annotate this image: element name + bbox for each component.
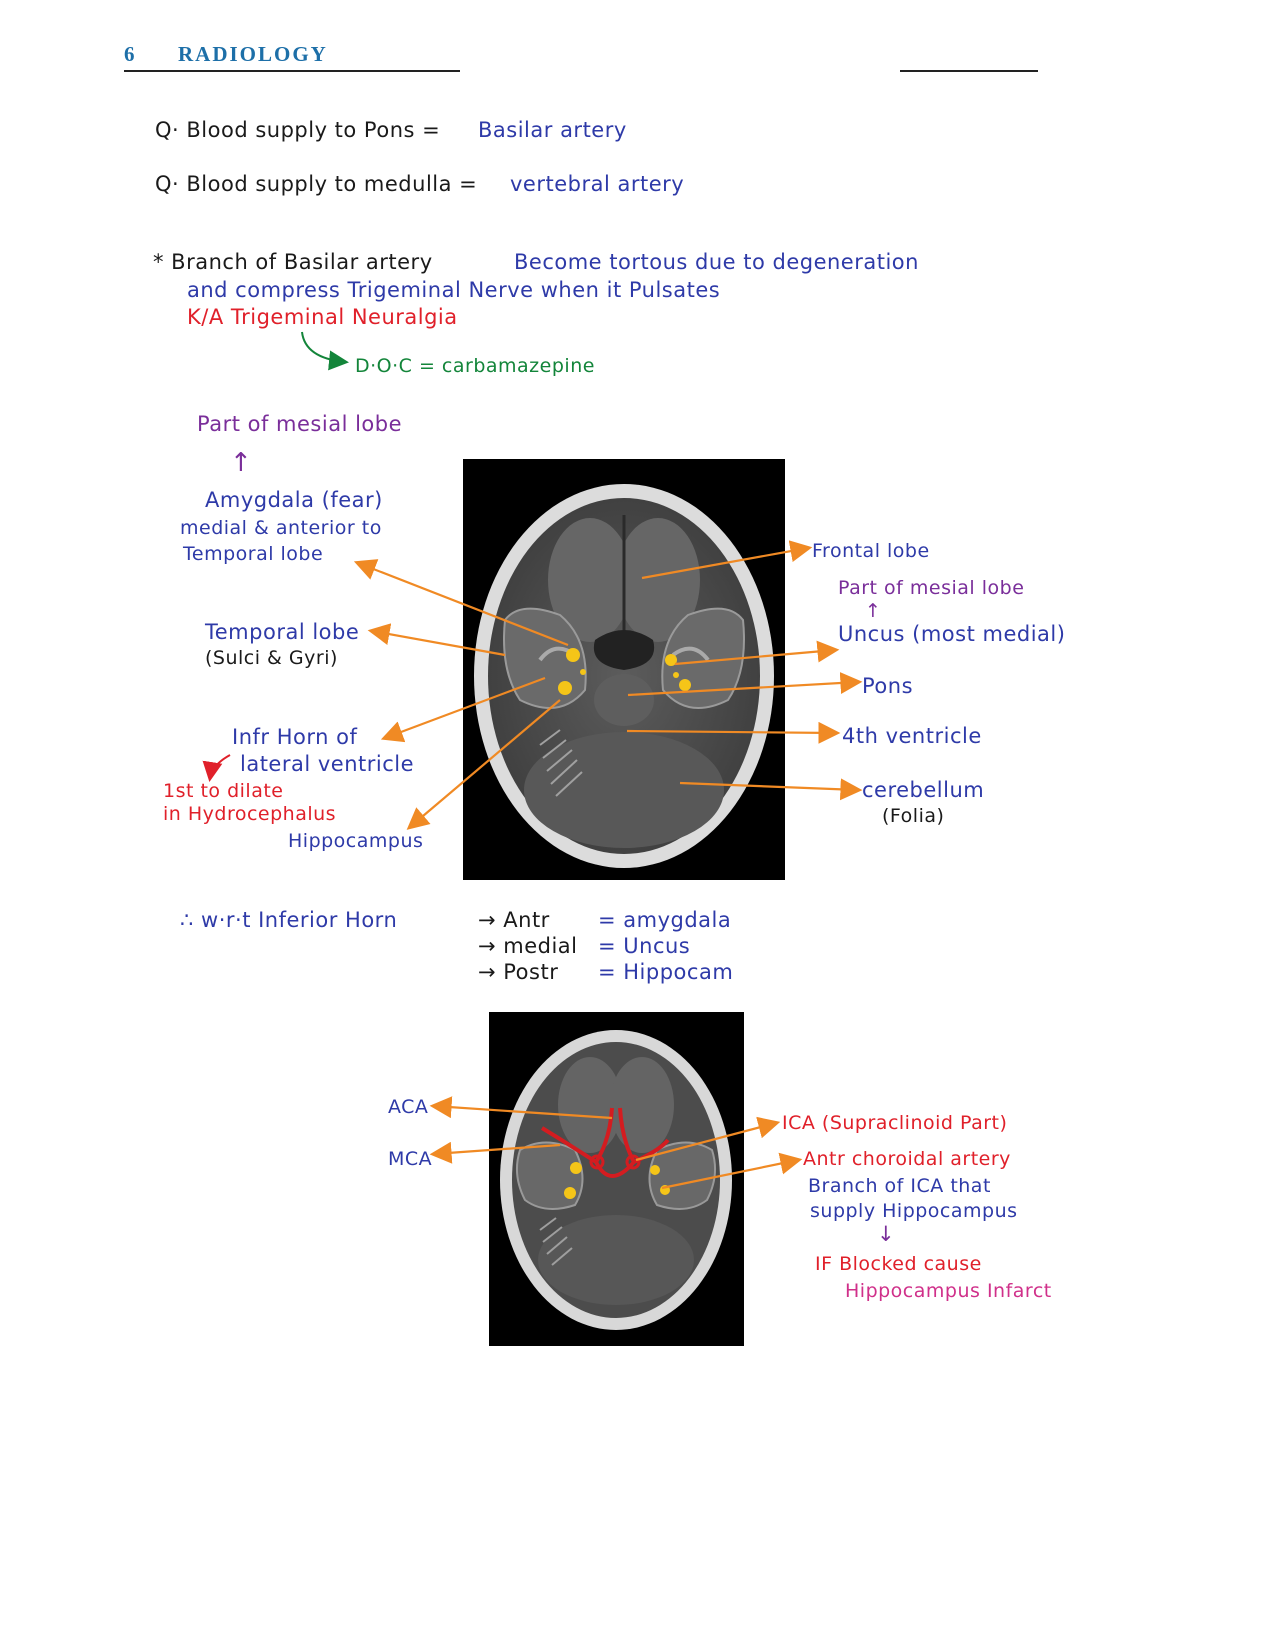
part-mesial-lobe-label: Part of mesial lobe <box>197 412 403 436</box>
uncus-label: Uncus (most medial) <box>838 622 1066 646</box>
cerebellum-label: cerebellum <box>862 778 985 802</box>
branch-line2: and compress Trigeminal Nerve when it Pulsates <box>187 278 721 302</box>
branch-prefix: * Branch of Basilar artery <box>153 250 433 274</box>
temporal-lobe-ref-label: Temporal lobe <box>183 543 324 565</box>
q2-label: Q· Blood supply to medulla = <box>155 172 478 196</box>
lateral-ventricle-label: lateral ventricle <box>240 752 415 776</box>
fourth-ventricle-label: 4th ventricle <box>842 724 982 748</box>
ct-scan-image-1 <box>463 459 785 880</box>
up-arrow-right-icon: ↑ <box>865 600 882 622</box>
up-arrow-icon: ↑ <box>230 448 253 478</box>
chapter-title: RADIOLOGY <box>178 42 328 66</box>
branch-line1: Become tortous due to degeneration <box>514 250 919 274</box>
q1-answer: Basilar artery <box>478 118 627 142</box>
frontal-lobe-label: Frontal lobe <box>812 540 930 562</box>
wrt-val-post: = Hippocam <box>598 960 734 984</box>
if-blocked-label: IF Blocked cause <box>815 1253 982 1275</box>
inferior-horn-label: Infr Horn of <box>232 725 358 749</box>
wrt-val-ant: = amygdala <box>598 908 732 932</box>
ant-choroidal-label: Antr choroidal artery <box>803 1148 1011 1170</box>
q2-answer: vertebral artery <box>510 172 685 196</box>
amygdala-label: Amygdala (fear) <box>205 488 383 512</box>
branch-ica-label: Branch of ICA that <box>808 1175 991 1197</box>
page-number: 6 <box>124 42 135 66</box>
hippocampus-label: Hippocampus <box>288 830 424 852</box>
supply-hippocampus-label: supply Hippocampus <box>810 1200 1018 1222</box>
hippocampus-infarct-label: Hippocampus Infarct <box>845 1280 1052 1302</box>
part-mesial-lobe-right-label: Part of mesial lobe <box>838 577 1025 599</box>
aca-label: ACA <box>388 1096 429 1118</box>
mca-label: MCA <box>388 1148 433 1170</box>
temporal-lobe-label: Temporal lobe <box>205 620 360 644</box>
sulci-gyri-label: (Sulci & Gyri) <box>205 647 338 669</box>
doc-carbamazepine: D·O·C = carbamazepine <box>355 355 595 377</box>
medial-anterior-label: medial & anterior to <box>180 517 382 539</box>
arrow-first-dilate <box>210 755 230 778</box>
wrt-dir-post: → Postr <box>478 960 559 984</box>
wrt-val-medial: = Uncus <box>598 934 691 958</box>
ica-label: ICA (Supraclinoid Part) <box>782 1112 1008 1134</box>
wrt-dir-ant: → Antr <box>478 908 550 932</box>
wrt-dir-medial: → medial <box>478 934 578 958</box>
wrt-prefix: ∴ w·r·t Inferior Horn <box>180 908 398 932</box>
first-to-dilate-label: 1st to dilate <box>163 780 284 802</box>
down-arrow-icon: ↓ <box>877 1222 896 1246</box>
folia-label: (Folia) <box>882 805 945 827</box>
hydrocephalus-label: in Hydrocephalus <box>163 803 337 825</box>
doc-arrow <box>302 332 345 362</box>
pons-label: Pons <box>862 674 914 698</box>
ka-trigeminal-neuralgia: K/A Trigeminal Neuralgia <box>187 305 458 329</box>
q1-label: Q· Blood supply to Pons = <box>155 118 441 142</box>
